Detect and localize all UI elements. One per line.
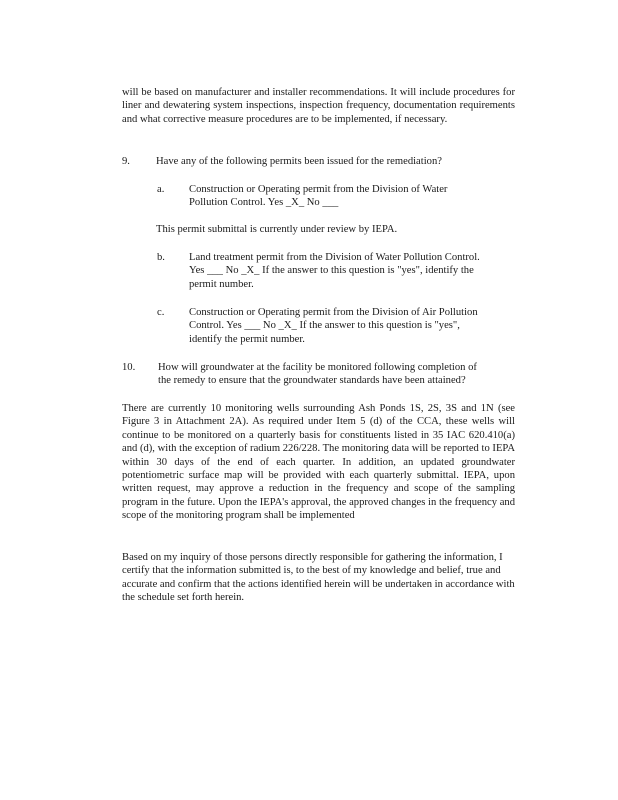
monitoring-paragraph: There are currently 10 monitoring wells surrounding Ash Ponds 1S, 2S, 3S and 1N (see Figure 3 in Attachment 2A). As required under Item 5 (d) of the CCA, these wells will continue to be monitored on a quarterly basis for constituents listed in 35 IAC 620.410(a) and (d), with the exception of radium 226/228. The monitoring data will be reported to IEPA within 30 days of the end of each quarter. In addition, an updated groundwater potentiometric surface map will be provided with each quarterly submittal. IEPA, upon written request, may approve a reduction in the frequency and scope of the sampling program in the future. Upon the IEPA's approval, the approved changes in the frequency and scope of the monitoring program shall be implemented bbox=[122, 403, 515, 522]
item-b-letter: b. bbox=[157, 252, 165, 263]
item-c-text bbox=[189, 306, 519, 346]
item-a-letter: a. bbox=[157, 184, 165, 195]
item-b-tail: If the answer to this question is "yes", identify the bbox=[262, 265, 474, 277]
item-b-line2 bbox=[189, 264, 519, 277]
item-a-yes-label: Yes bbox=[267, 197, 284, 209]
item-a-line2-text: Pollution Control. bbox=[189, 197, 266, 209]
item-b-line3: permit number. bbox=[189, 278, 254, 290]
question-10-number: 10. bbox=[122, 362, 136, 373]
item-b-text bbox=[189, 251, 519, 291]
item-a-line2 bbox=[189, 196, 509, 209]
item-b-line1: Land treatment permit from the Division of Water Pollution Control. bbox=[189, 252, 480, 263]
item-b-yes-mark: ___ bbox=[207, 265, 223, 277]
item-a-text bbox=[189, 183, 509, 210]
item-a-yes-mark: _X_ bbox=[285, 197, 305, 209]
item-c-tail: If the answer to this question is "yes", bbox=[299, 320, 460, 332]
item-c-letter: c. bbox=[157, 307, 165, 318]
certification-paragraph: Based on my inquiry of those persons directly responsible for gathering the information, I certify that the information submitted is, to the best of my knowledge and belief, true and accurate and confirm that the actions identified herein will be undertaken in accordance with the schedule set forth herein. bbox=[122, 552, 515, 604]
question-10-line2: the remedy to ensure that the groundwater standards have been attained? bbox=[158, 375, 466, 387]
question-10-text bbox=[158, 361, 513, 388]
item-c-line3: identify the permit number. bbox=[189, 333, 305, 345]
item-b-no-label: No bbox=[225, 265, 239, 277]
item-c-no-mark: _X_ bbox=[278, 320, 297, 332]
question-10-line1: How will groundwater at the facility be monitored following completion of bbox=[158, 362, 477, 373]
question-9-number: 9. bbox=[122, 156, 130, 167]
intro-paragraph: will be based on manufacturer and installer recommendations. It will include procedures for liner and dewatering system inspections, inspection frequency, documentation requirements and what corrective measure procedures are to be implemented, if necessary. bbox=[122, 87, 515, 125]
item-c-control: Control. bbox=[189, 320, 225, 332]
item-a-line1: Construction or Operating permit from the Division of Water bbox=[189, 184, 448, 195]
permit-review-note: This permit submittal is currently under review by IEPA. bbox=[156, 224, 398, 235]
item-b-no-mark: _X_ bbox=[241, 265, 260, 277]
item-a-no-mark: ___ bbox=[322, 197, 339, 209]
item-c-line2 bbox=[189, 319, 519, 332]
item-c-line1: Construction or Operating permit from the Division of Air Pollution bbox=[189, 307, 478, 318]
item-c-yes-label: Yes bbox=[226, 320, 242, 332]
item-b-yes-label: Yes bbox=[189, 265, 205, 277]
question-9-text: Have any of the following permits been issued for the remediation? bbox=[156, 156, 442, 167]
item-c-no-label: No bbox=[262, 320, 276, 332]
item-c-yes-mark: ___ bbox=[244, 320, 261, 332]
item-a-no-label: No bbox=[306, 197, 320, 209]
